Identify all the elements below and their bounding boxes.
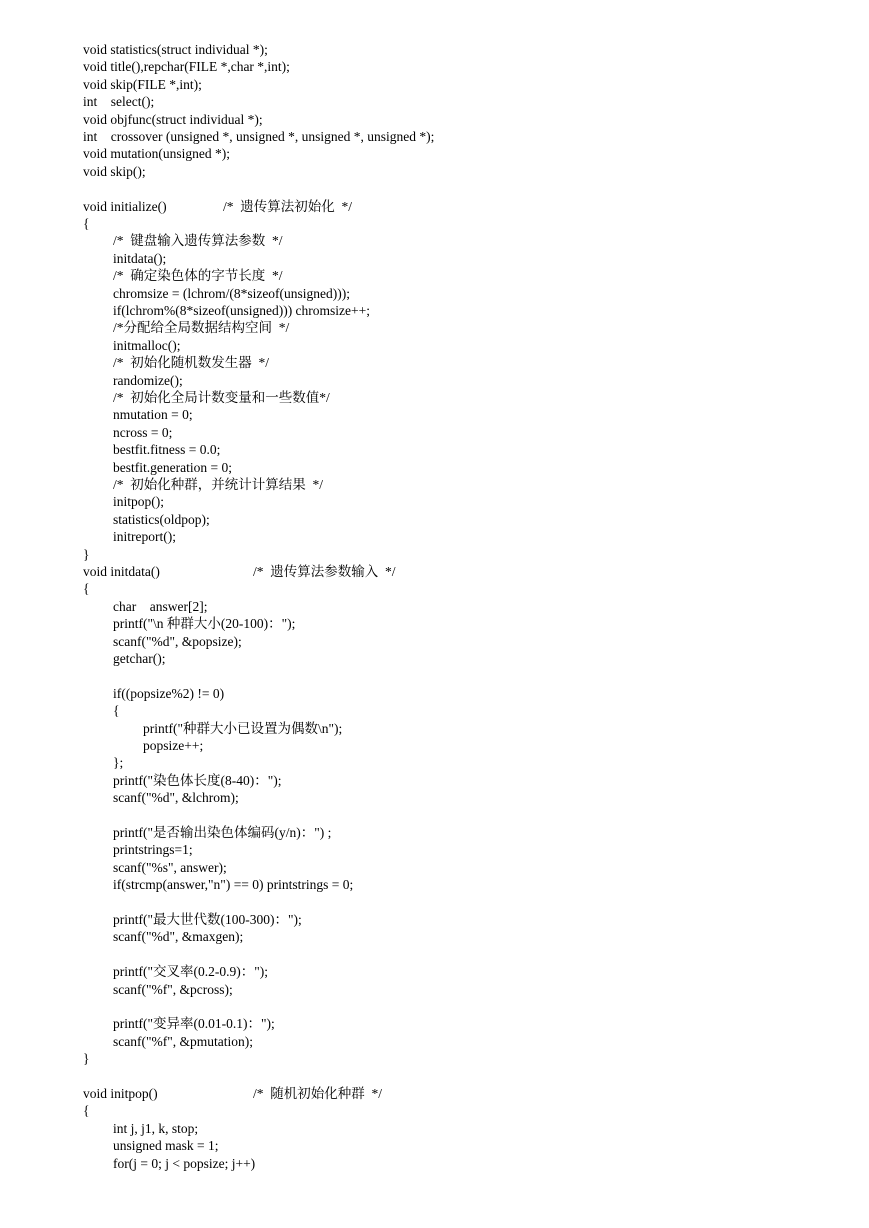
code-line: } <box>83 546 90 562</box>
code-line: scanf("%d", &lchrom); <box>113 790 239 806</box>
code-line: void statistics(struct individual *); <box>83 42 268 57</box>
code-line: initreport(); <box>113 529 176 545</box>
code-line: randomize(); <box>113 372 183 388</box>
code-line: initdata(); <box>113 250 167 266</box>
code-line: /* 初始化种群，并统计计算结果 */ <box>113 477 324 492</box>
code-line: bestfit.fitness = 0.0; <box>113 442 221 458</box>
code-line: /* 初始化全局计数变量和一些数值*/ <box>113 390 330 405</box>
code-comment: /* 遗传算法参数输入 */ <box>253 564 396 579</box>
code-line: void skip(); <box>83 163 146 179</box>
code-line: { <box>113 703 120 719</box>
code-line: int j, j1, k, stop; <box>113 1120 199 1136</box>
code-line: if((popsize%2) != 0) <box>113 685 225 701</box>
code-line: void initpop() <box>83 1086 158 1101</box>
code-line: if(lchrom%(8*sizeof(unsigned))) chromsize++; <box>113 303 371 318</box>
code-line: /* 键盘输入遗传算法参数 */ <box>113 233 283 249</box>
code-line: printf("\n 种群大小(20-100)："); <box>113 616 296 632</box>
code-line: void skip(FILE *,int); <box>83 76 202 92</box>
code-line: printf("染色体长度(8-40)："); <box>113 772 282 788</box>
code-line: scanf("%f", &pcross); <box>113 981 233 997</box>
code-line: nmutation = 0; <box>113 407 193 423</box>
code-line: scanf("%s", answer); <box>113 859 227 875</box>
code-line: { <box>83 216 90 231</box>
code-line: ncross = 0; <box>113 424 173 440</box>
code-line: printf("是否输出染色体编码(y/n)：") ; <box>113 825 332 840</box>
code-line: for(j = 0; j < popsize; j++) <box>113 1155 256 1171</box>
code-line: printf("变异率(0.01-0.1)："); <box>113 1016 275 1032</box>
code-line: void objfunc(struct individual *); <box>83 111 263 127</box>
code-line: initpop(); <box>113 494 164 510</box>
code-line: bestfit.generation = 0; <box>113 459 232 475</box>
code-line: } <box>83 1051 90 1067</box>
code-line: printstrings=1; <box>113 842 193 858</box>
code-line: /* 初始化随机数发生器 */ <box>113 355 270 371</box>
code-line: getchar(); <box>113 651 166 666</box>
code-line: statistics(oldpop); <box>113 511 210 527</box>
code-line: /* 确定染色体的字节长度 */ <box>113 268 283 284</box>
code-line: if(strcmp(answer,"n") == 0) printstrings = 0; <box>113 877 354 893</box>
code-line: { <box>83 581 90 597</box>
code-line: scanf("%d", &maxgen); <box>113 929 244 945</box>
code-line: scanf("%d", &popsize); <box>113 633 242 649</box>
code-line: char answer[2]; <box>113 598 208 614</box>
code-line: /*分配给全局数据结构空间 */ <box>113 320 290 336</box>
code-comment: /* 随机初始化种群 */ <box>253 1086 383 1101</box>
code-line: printf("最大世代数(100-300)："); <box>113 912 302 927</box>
code-line: void initialize() <box>83 198 167 214</box>
code-line: void mutation(unsigned *); <box>83 146 230 162</box>
code-line: }; <box>113 755 124 771</box>
code-line: printf("交叉率(0.2-0.9)："); <box>113 964 268 980</box>
code-line: int crossover (unsigned *, unsigned *, unsigned *, unsigned *); <box>83 129 435 144</box>
code-line: popsize++; <box>143 738 204 753</box>
code-line: void initdata() <box>83 564 160 579</box>
code-line: { <box>83 1103 90 1119</box>
code-line: initmalloc(); <box>113 337 181 353</box>
code-comment: /* 遗传算法初始化 */ <box>223 198 353 214</box>
code-line: printf("种群大小已设置为偶数\n"); <box>143 720 343 736</box>
code-line: unsigned mask = 1; <box>113 1138 219 1154</box>
code-line: chromsize = (lchrom/(8*sizeof(unsigned))); <box>113 285 351 301</box>
code-line: int select(); <box>83 94 155 110</box>
code-line: scanf("%f", &pmutation); <box>113 1033 253 1049</box>
code-line: void title(),repchar(FILE *,char *,int); <box>83 59 290 75</box>
